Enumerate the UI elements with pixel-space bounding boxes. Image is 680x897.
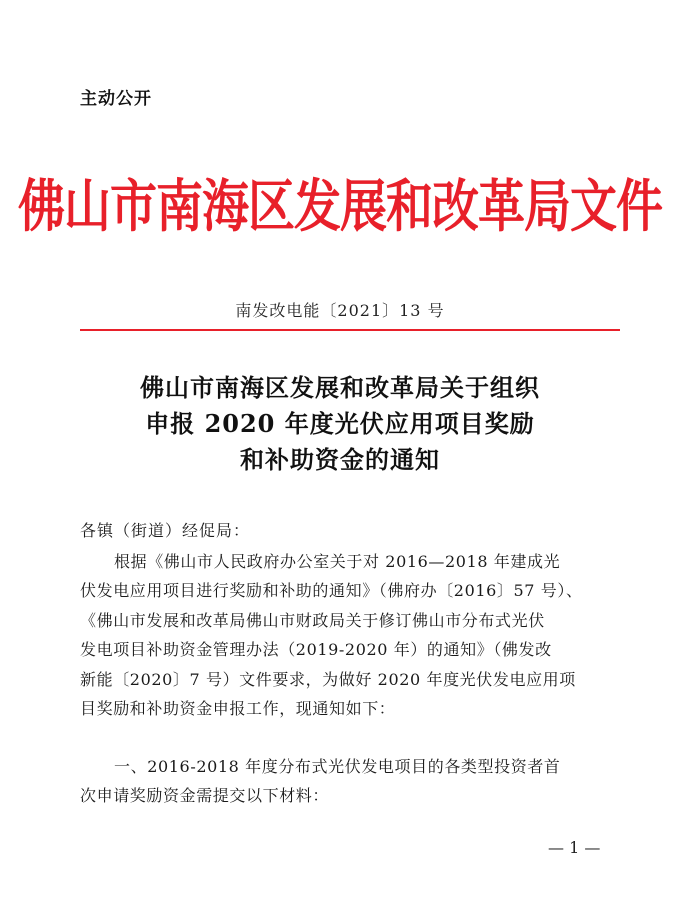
title-line-2: 申报 2020 年度光伏应用项目奖励 [145, 409, 535, 438]
document-title [0, 370, 680, 478]
paragraph-1-line-4: 发电项目补助资金管理办法（2019-2020 年）的通知》（佛发改 [80, 640, 552, 660]
page-number: — 1 — [548, 838, 601, 857]
paragraph-1-line-6: 目奖励和补助资金申报工作，现通知如下： [80, 699, 396, 719]
document-number: 南发改电能〔2021〕13 号 [235, 301, 445, 320]
paragraph-2 [80, 752, 625, 811]
red-divider [80, 329, 620, 331]
paragraph-1-line-2: 伏发电应用项目进行奖励和补助的通知》（佛府办〔2016〕57 号）、 [80, 581, 583, 601]
salutation: 各镇（街道）经促局： [80, 521, 251, 540]
paragraph-2-line-1: 一、2016-2018 年度分布式光伏发电项目的各类型投资者首 [114, 757, 561, 776]
title-line-1: 佛山市南海区发展和改革局关于组织 [140, 373, 540, 402]
paragraph-1 [80, 547, 625, 723]
disclosure-label: 主动公开 [80, 89, 152, 109]
paragraph-1-line-3: 《佛山市发展和改革局佛山市财政局关于修订佛山市分布式光伏 [80, 610, 545, 630]
title-line-3: 和补助资金的通知 [240, 445, 440, 474]
masthead-title: 佛山市南海区发展和改革局文件 [18, 174, 662, 240]
paragraph-1-line-1: 根据《佛山市人民政府办公室关于对 2016—2018 年建成光 [114, 552, 561, 571]
paragraph-2-line-2: 次申请奖励资金需提交以下材料： [80, 786, 330, 806]
paragraph-1-line-5: 新能〔2020〕7 号）文件要求，为做好 2020 年度光伏发电应用项 [80, 669, 576, 689]
